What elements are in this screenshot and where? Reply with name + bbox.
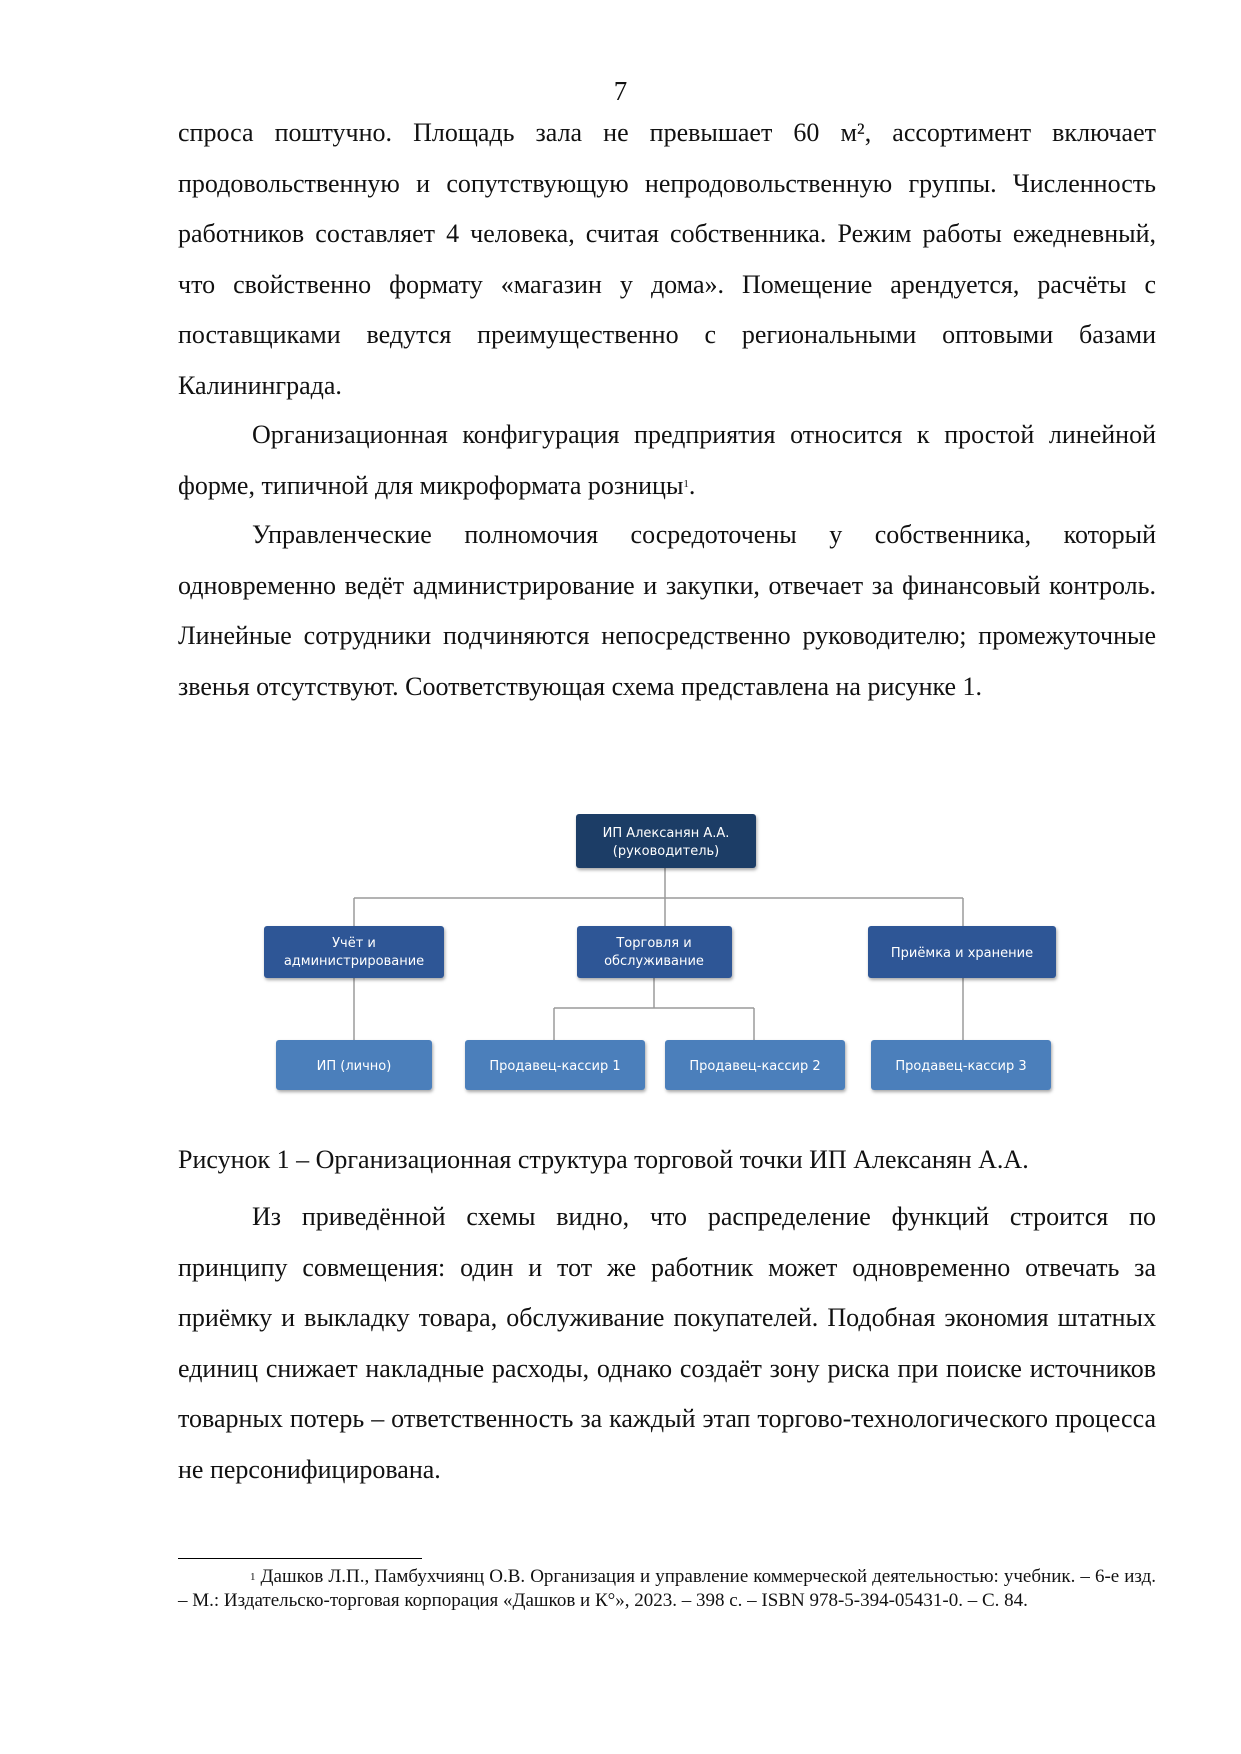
paragraph-2-end: .	[688, 470, 696, 500]
org-node-department-trade-line1: Торговля и	[616, 936, 692, 951]
footnote	[178, 1565, 1156, 1613]
org-node-root-line1: ИП Алексанян А.А.	[602, 826, 730, 841]
org-chart	[260, 814, 1070, 1106]
org-node-root-line2: (руководитель)	[612, 844, 720, 859]
org-node-department-accounting	[264, 926, 444, 978]
org-node-staff-cashier-3-label: Продавец-кассир 3	[895, 1059, 1027, 1074]
org-node-department-receiving-label: Приёмка и хранение	[890, 946, 1034, 961]
footnote-mark: 1	[250, 1571, 256, 1583]
org-chart-figure	[260, 814, 1070, 1106]
figure-caption: Рисунок 1 – Организационная структура торговой точки ИП Алексанян А.А.	[178, 1145, 1029, 1174]
paragraph-1: спроса поштучно. Площадь зала не превышает 60 м², ассортимент включает продовольственную и сопутствующую непродовольственную группы. Численность работников составляет 4 человека, считая собственника. Режим работы ежедневный, что свойственно формату «магазин у дома». Помещение арендуется, расчёты с поставщиками ведутся преимущественно с региональными оптовыми базами Калининграда.	[178, 118, 1156, 400]
paragraph-2	[178, 410, 1156, 511]
org-node-department-trade-line2: обслуживание	[604, 954, 704, 969]
footnote-text: Дашков Л.П., Памбухчиянц О.В. Организация и управление коммерческой деятельностью: учебник. – 6-е изд. – М.: Издательско-торговая корпорация «Дашков и К°», 2023. – 398 с. – ISBN 978-5-394-05431-0. – С. 84.	[178, 1566, 1156, 1611]
org-node-department-accounting-line1: Учёт и	[332, 936, 376, 951]
org-node-department-accounting-line2: администрирование	[283, 954, 425, 969]
org-node-staff-cashier-2-label: Продавец-кассир 2	[689, 1059, 821, 1074]
footnote-reference[interactable]: 1	[683, 477, 689, 490]
paragraph-3: Управленческие полномочия сосредоточены у собственника, который одновременно ведёт администрирование и закупки, отвечает за финансовый контроль. Линейные сотрудники подчиняются непосредственно руководителю; промежуточные звенья отсутствуют. Соответствующая схема представлена на рисунке 1.	[178, 520, 1156, 701]
org-node-staff-cashier-1-label: Продавец-кассир 1	[489, 1059, 621, 1074]
footnote-separator	[178, 1558, 422, 1559]
paragraph-4: Из приведённой схемы видно, что распределение функций строится по принципу совмещения: один и тот же работник может одновременно отвечать за приёмку и выкладку товара, обслуживание покупателей. Подобная экономия штатных единиц снижает накладные расходы, однако создаёт зону риска при поиске источников товарных потерь – ответственность за каждый этап торгово-технологического процесса не персонифицирована.	[178, 1202, 1156, 1484]
page-number: 7	[613, 76, 628, 106]
org-node-department-trade	[577, 926, 732, 978]
paragraph-2-text: Организационная конфигурация предприятия относится к простой линейной форме, типичной для микроформата розницы	[178, 420, 1156, 500]
org-node-staff-owner-label: ИП (лично)	[316, 1059, 392, 1074]
org-node-root	[576, 814, 756, 868]
